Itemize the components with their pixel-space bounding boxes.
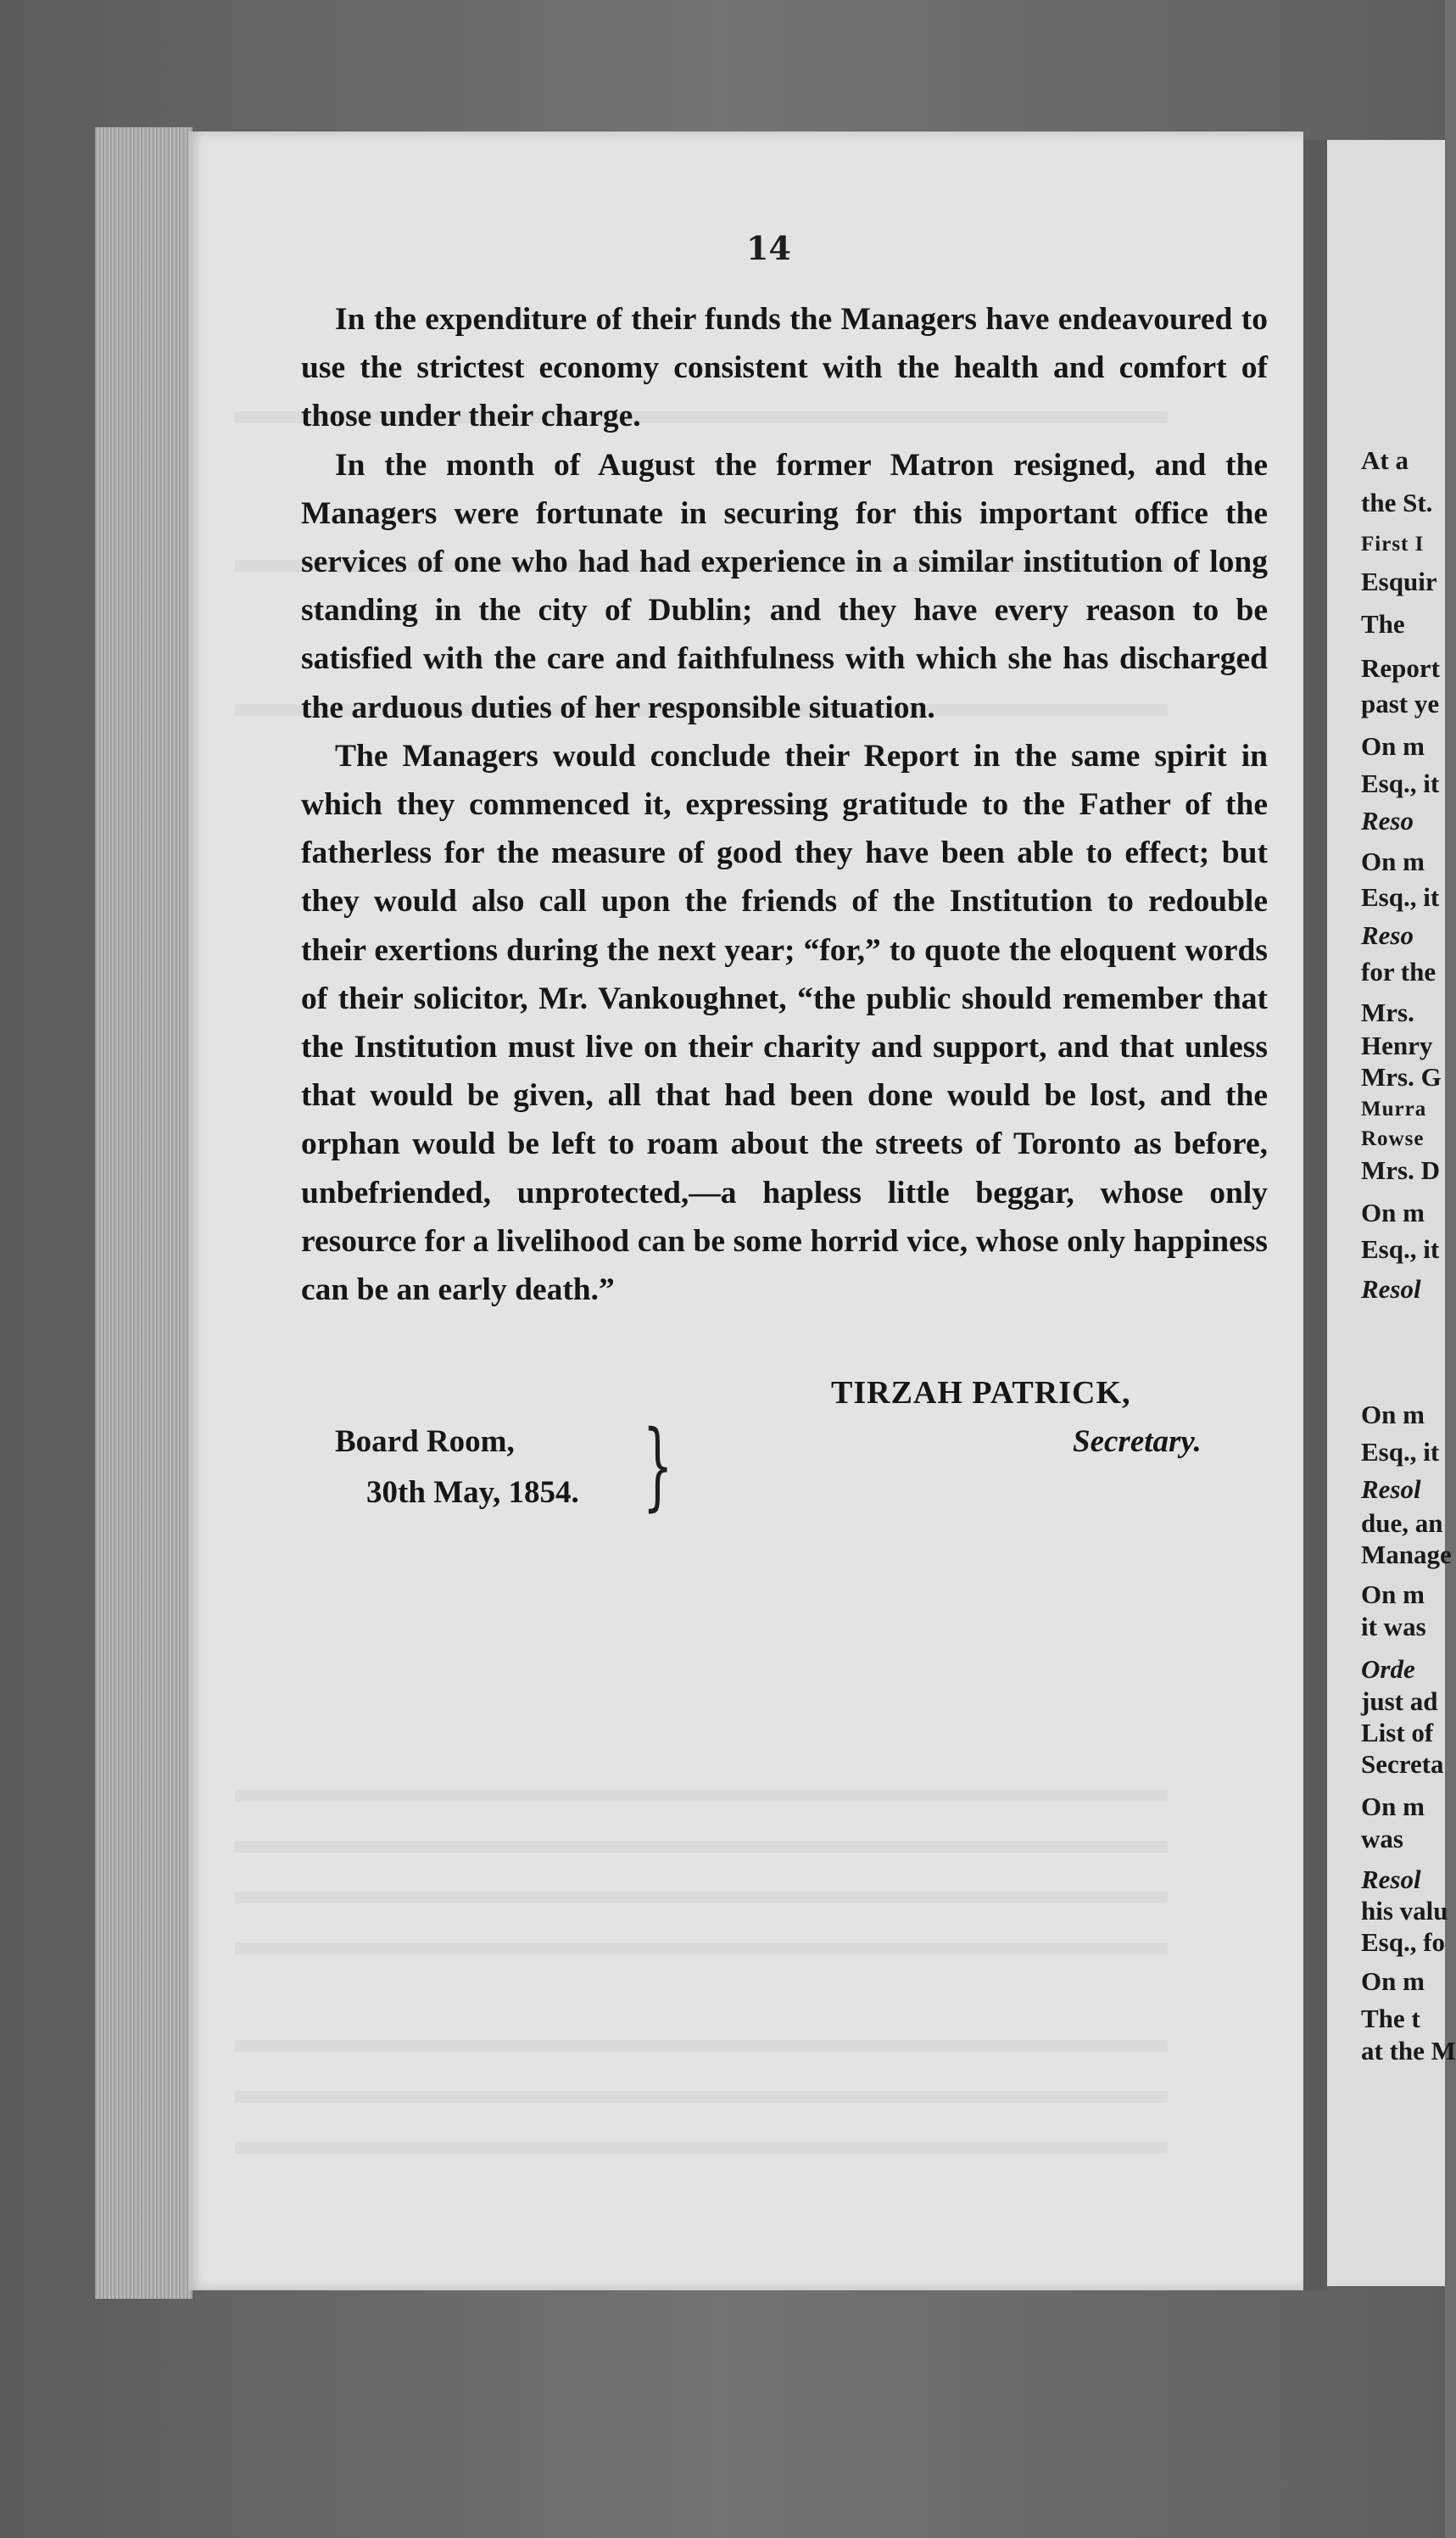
signature-name: TIRZAH PATRICK, bbox=[831, 1375, 1131, 1411]
facing-line: On m bbox=[1361, 1792, 1425, 1821]
paragraph-conclusion: The Managers would conclude their Report in the same spirit in which they commenced it, expressing gratitude to the Father of the fatherless for the measure of good they have been able to effect; but they would also call upon the friends of the Institution to redouble their exertions during the next year; “for,” to quote the eloquent words of their solicitor, Mr. Vankoughnet, “the public should remember that the Institution must live on their charity and support, and that unless that would be given, all that had been done would be lost, and the orphan would be left to roam about the streets of Toronto as before, unbefriended, unprotected,—a hapless little beggar, whose only resource for a livelihood can be some horrid vice, whose only happiness can be an early death.” bbox=[301, 738, 1268, 1308]
facing-line: Orde bbox=[1361, 1654, 1415, 1684]
facing-line: at the M bbox=[1361, 2036, 1456, 2066]
facing-line: The bbox=[1361, 609, 1405, 639]
facing-line: Esq., fo bbox=[1361, 1927, 1446, 1957]
facing-line: The t bbox=[1361, 2004, 1420, 2033]
facing-line: was bbox=[1361, 1824, 1403, 1853]
facing-line: Report bbox=[1361, 653, 1440, 683]
facing-line: for the bbox=[1361, 957, 1436, 987]
facing-line: Resol bbox=[1361, 1864, 1421, 1894]
curly-brace-glyph: } bbox=[642, 1411, 673, 1521]
paragraph-expenditure: In the expenditure of their funds the Managers have endeavoured to use the strictest economy consistent with the health and comfort of those under their charge. bbox=[301, 302, 1268, 434]
facing-line: it was bbox=[1361, 1612, 1426, 1641]
facing-line: Manage bbox=[1361, 1540, 1452, 1569]
page-gutter bbox=[1303, 140, 1327, 2290]
facing-line: On m bbox=[1361, 731, 1425, 761]
page-number: 14 bbox=[746, 229, 791, 267]
bleed-through-line bbox=[235, 2142, 1168, 2154]
facing-line: First I bbox=[1361, 533, 1425, 556]
facing-line: Rowse bbox=[1361, 1127, 1425, 1150]
facing-line: just ad bbox=[1361, 1686, 1438, 1716]
facing-line: due, an bbox=[1361, 1508, 1443, 1538]
facing-line: On m bbox=[1361, 1579, 1425, 1609]
facing-line: Esquir bbox=[1361, 567, 1437, 596]
date-line: 30th May, 1854. bbox=[366, 1475, 579, 1510]
facing-line: his valu bbox=[1361, 1896, 1448, 1926]
facing-line: On m bbox=[1361, 1400, 1425, 1429]
facing-line: Esq., it bbox=[1361, 769, 1440, 798]
facing-line: past ye bbox=[1361, 689, 1440, 718]
bleed-through-line bbox=[235, 1790, 1168, 1802]
facing-line: Esq., it bbox=[1361, 1234, 1440, 1264]
facing-line: Resol bbox=[1361, 1274, 1421, 1304]
facing-line: Esq., it bbox=[1361, 882, 1440, 912]
facing-line: At a bbox=[1361, 445, 1409, 475]
facing-line: List of bbox=[1361, 1718, 1434, 1747]
paragraph-matron: In the month of August the former Matron resigned, and the Managers were fortunate in securing for this important office the services of one who had had experience in a similar institution of long standing in the city of Dublin; and they have every reason to be satisfied with the care and faithfulness with which she has discharged the arduous duties of her responsible situation. bbox=[301, 447, 1268, 725]
facing-line: Resol bbox=[1361, 1474, 1421, 1504]
signature-title: Secretary. bbox=[1073, 1424, 1202, 1459]
facing-line: On m bbox=[1361, 1966, 1425, 1996]
bleed-through-line bbox=[235, 1943, 1168, 1954]
facing-line: Henry bbox=[1361, 1031, 1433, 1060]
bleed-through-line bbox=[235, 1892, 1168, 1904]
book-spine-edge bbox=[95, 127, 192, 2299]
report-body bbox=[301, 295, 1268, 1314]
facing-line: the St. bbox=[1361, 488, 1433, 517]
facing-line: Secreta bbox=[1361, 1749, 1444, 1779]
facing-line: Mrs. bbox=[1361, 998, 1414, 1027]
bleed-through-line bbox=[235, 1841, 1168, 1853]
bleed-through-line bbox=[235, 2091, 1168, 2103]
facing-line: Mrs. G bbox=[1361, 1062, 1442, 1092]
facing-line: On m bbox=[1361, 847, 1425, 876]
facing-line: Reso bbox=[1361, 806, 1414, 836]
location-line: Board Room, bbox=[335, 1424, 515, 1459]
facing-line: On m bbox=[1361, 1198, 1425, 1227]
facing-line: Reso bbox=[1361, 920, 1414, 950]
facing-line: Mrs. D bbox=[1361, 1155, 1440, 1185]
bleed-through-line bbox=[235, 2040, 1168, 2052]
facing-line: Murra bbox=[1361, 1098, 1427, 1121]
facing-line: Esq., it bbox=[1361, 1437, 1440, 1467]
